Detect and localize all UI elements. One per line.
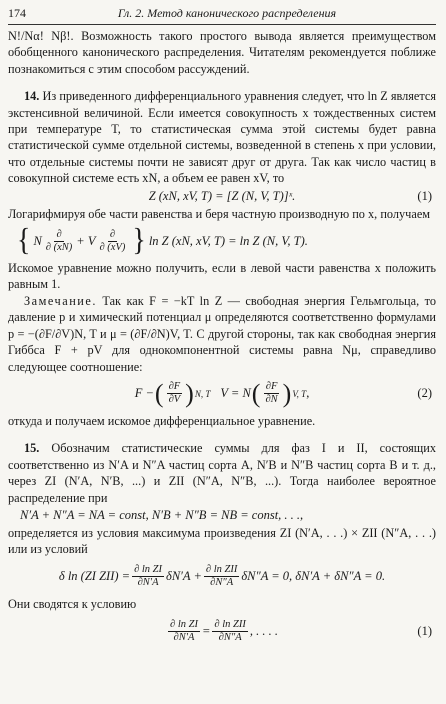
- paragraph-15: [8, 440, 436, 506]
- subscript: V, T: [292, 388, 307, 399]
- partial-fraction-lnZII: [204, 564, 239, 589]
- frac-denominator: ∂N″A: [210, 577, 234, 589]
- frac-numerator: ∂F: [265, 381, 278, 393]
- eq-term: F −: [134, 386, 154, 401]
- frac-denominator: ∂N′A: [137, 577, 159, 589]
- eq-term: + V: [76, 233, 96, 248]
- close-paren: ): [185, 378, 194, 408]
- eq-term: N: [33, 233, 42, 248]
- final-equation-number: (1): [417, 623, 432, 638]
- partial-fraction-1: [44, 229, 74, 254]
- paragraph-15-conclusion: Они сводятся к условию: [8, 596, 137, 611]
- frac-denominator: ∂N′A: [173, 631, 195, 643]
- frac-denominator: ∂N: [265, 394, 278, 406]
- partial-fraction-lnZII: [212, 619, 247, 644]
- section-gap: [8, 77, 436, 88]
- frac-denominator: ∂V: [168, 394, 181, 406]
- close-paren: ): [282, 378, 292, 408]
- paragraph-15-continued: определяется из условия максимума произведения ZI (N′A, . . .) × ZII (N″A, . . .) или из условий: [8, 525, 436, 557]
- equation-2: [8, 375, 436, 413]
- equation-1-body: Z (xN, xV, T) = [Z (N, V, T)]ˣ.: [148, 188, 296, 203]
- paragraph-14-text: Из приведенного дифференциального уравнения следует, что ln Z является экстенсивной величиной. Если имеется совокупность x тождественных систем при температуре T, то статистическая сумма этой системы будет равна статистической сумме отдельной системы, возведенной в степень x при условии, что отдельные системы почти не зависят друг от друга. Так как число частиц в совокупной системе есть xN, а объем ее равен xV, то: [8, 89, 437, 186]
- log-derivative-equation: [8, 222, 436, 260]
- eq-term: δ ln (ZI ZII) =: [58, 569, 131, 584]
- paragraph-14-conclusion: Искомое уравнение можно получить, если в левой части равенства x положить равным 1.: [8, 261, 436, 292]
- partial-fraction-dF-dN: [263, 381, 279, 406]
- eq-term: δN″A = 0, δN′A + δN″A = 0.: [241, 569, 386, 584]
- item-number-15: 15.: [24, 441, 40, 456]
- frac-numerator: ∂ ln ZI: [134, 564, 163, 576]
- constraint-body: N′A + N″A = NA = const, N′B + N″B = NB = const, . . .,: [20, 507, 304, 522]
- frac-numerator: ∂: [56, 228, 62, 240]
- remark-paragraph: [8, 293, 436, 375]
- frac-numerator: ∂ ln ZII: [214, 618, 246, 630]
- eq-term: ln Z (xN, xV, T) = ln Z (N, V, T).: [148, 233, 308, 248]
- remark-conclusion: откуда и получаем искомое дифференциальное уравнение.: [8, 413, 316, 428]
- eq-term: δN′A +: [166, 569, 202, 584]
- page-number: 174: [8, 6, 26, 20]
- close-brace: }: [132, 222, 146, 259]
- partial-fraction-2: [97, 229, 127, 254]
- open-brace: {: [17, 222, 31, 259]
- running-title: Гл. 2. Метод канонического распределения: [117, 6, 337, 20]
- paragraph-14-continued: Логарифмируя обе части равенства и беря частную производную по x, получаем: [8, 206, 431, 221]
- comma: ,: [306, 386, 310, 401]
- open-paren: (: [154, 378, 164, 408]
- frac-denominator: ∂ (xN): [45, 241, 73, 253]
- eq-term: , . . . .: [249, 623, 278, 638]
- frac-numerator: ∂ ln ZII: [205, 564, 238, 576]
- item-number-14: 14.: [24, 89, 40, 104]
- frac-numerator: ∂ ln ZI: [170, 618, 198, 630]
- final-equation: [8, 612, 436, 650]
- running-header: [8, 4, 436, 25]
- section-gap: [8, 429, 436, 440]
- paragraph-14: [8, 88, 436, 186]
- frac-denominator: ∂ (xV): [99, 241, 126, 253]
- partial-fraction-lnZI: [168, 619, 200, 644]
- equation-2-number: (2): [417, 386, 432, 401]
- eq-term: V = N: [220, 386, 251, 401]
- subscript: N, T: [194, 388, 211, 399]
- remark-text: Так как F = −kT ln Z — свободная энергия Гельмгольца, то давление p и химический потенциал μ определяются соответственно формулами p = −(∂F/∂V)N, T и μ = (∂F/∂N)V, T. С другой стороны, так как свободная энергия Гиббса F + pV для однокомпонентной системы равна Nμ, справедливо следующее соотношение:: [8, 293, 436, 374]
- paragraph-15-text: Обозначим статистические суммы для фаз I и II, состоящих соответственно из N′A и N″A частиц сорта A, N′B и N″B частиц сорта B и т. д., через ZI (N′A, N′B, ...) и ZII (N″A, N″B, ...). Тогда наиболее вероятное распределение при: [8, 441, 437, 505]
- frac-numerator: ∂F: [168, 381, 181, 393]
- frac-numerator: ∂: [109, 228, 116, 240]
- frac-denominator: ∂N″A: [218, 631, 242, 643]
- open-paren: (: [251, 378, 261, 408]
- remark-label: Замечание.: [24, 293, 97, 308]
- variation-equation: [8, 558, 436, 596]
- eq-term: =: [201, 623, 211, 638]
- equation-1-number: (1): [417, 188, 432, 203]
- constraint-equation: [8, 506, 436, 525]
- intro-paragraph: N!/Nα! Nβ!. Возможность такого простого вывода является преимуществом обобщенного канонического распределения. Читателям рекомендуется поближе познакомиться с этим способом рассуждений.: [8, 29, 436, 76]
- partial-fraction-lnZI: [132, 564, 164, 589]
- equation-1: [8, 187, 436, 206]
- partial-fraction-dF-dV: [167, 381, 183, 406]
